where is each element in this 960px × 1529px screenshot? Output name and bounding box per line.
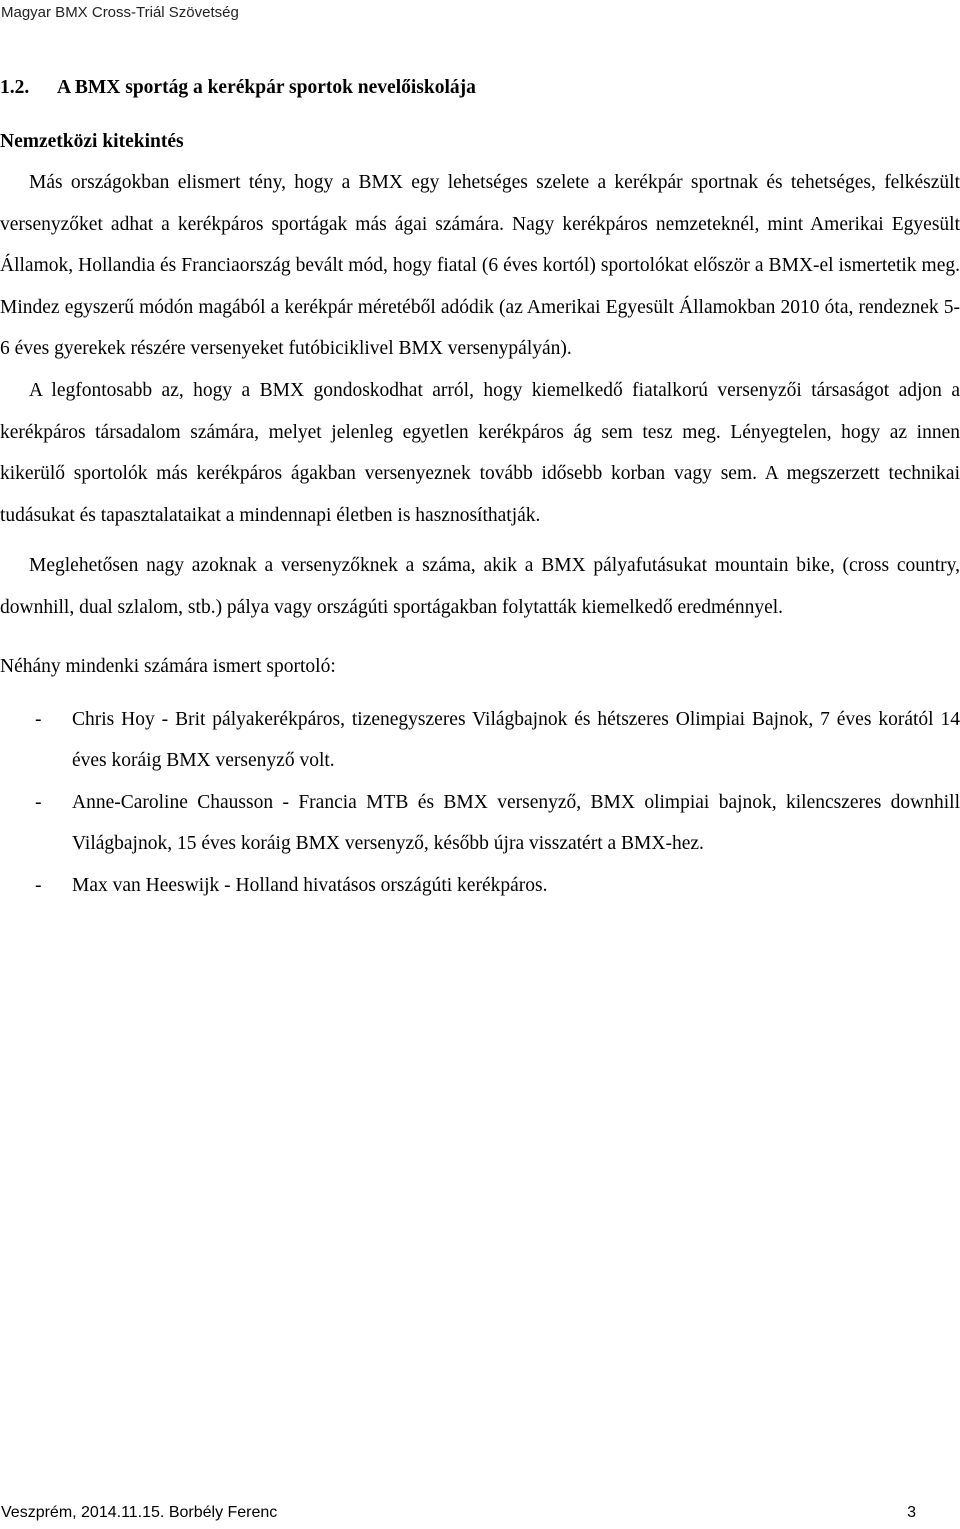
section-heading <box>0 76 960 100</box>
page-number: 3 <box>907 1504 916 1521</box>
athlete-list <box>0 699 960 907</box>
document-body <box>0 76 960 907</box>
list-dash: - <box>35 874 42 896</box>
list-dash: - <box>35 791 42 813</box>
page-header: Magyar BMX Cross-Triál Szövetség <box>1 4 239 21</box>
list-item-text: Chris Hoy - Brit pályakerékpáros, tizenegyszeres Világbajnok és hétszeres Olimpiai Bajnok, 7 éves korától 14 éves koráig BMX versenyző volt. <box>72 708 960 772</box>
paragraph-1: Más országokban elismert tény, hogy a BMX egy lehetséges szelete a kerékpár sportnak és tehetséges, felkészült versenyzőket adhat a kerékpáros sportágak más ágai számára. Nagy kerékpáros nemzeteknél, mint Amerikai Egyesült Államok, Hollandia és Franciaország bevált mód, hogy fiatal (6 éves kortól) sportolókat először a BMX-el ismertetik meg. Mindez egyszerű módón magából a kerékpár méretéből adódik (az Amerikai Egyesült Államokban 2010 óta, rendeznek 5-6 éves gyerekek részére versenyeket futóbiciklivel BMX versenypályán). <box>0 172 960 360</box>
section-title: A BMX sportág a kerékpár sportok nevelőiskolája <box>57 77 476 98</box>
section-number: 1.2. <box>0 77 30 98</box>
list-item <box>0 865 960 907</box>
paragraph-3: Meglehetősen nagy azoknak a versenyzőknek a száma, akik a BMX pályafutásukat mountain bike, (cross country, downhill, dual szlalom, stb.) pálya vagy országúti sportágakban folytatták kiemelkedő eredménnyel. <box>0 555 960 618</box>
list-item-text: Max van Heeswijk - Holland hivatásos országúti kerékpáros. <box>72 874 548 896</box>
paragraph-2: A legfontosabb az, hogy a BMX gondoskodhat arról, hogy kiemelkedő fiatalkorú versenyzői társaságot adjon a kerékpáros társadalom számára, melyet jelenleg egyetlen kerékpáros ág sem tesz meg. Lényegtelen, hogy az innen kikerülő sportolók más kerékpáros ágakban versenyeznek tovább idősebb korban vagy sem. A megszerzett technikai tudásukat és tapasztalataikat a mindennapi életben is hasznosíthatják. <box>0 379 960 526</box>
list-item <box>0 782 960 865</box>
list-item <box>0 699 960 782</box>
footer-author-date: Veszprém, 2014.11.15. Borbély Ferenc <box>1 1504 278 1521</box>
list-intro: Néhány mindenki számára ismert sportoló: <box>0 655 336 677</box>
list-item-text: Anne-Caroline Chausson - Francia MTB és BMX versenyző, BMX olimpiai bajnok, kilencszeres downhill Világbajnok, 15 éves koráig BMX versenyző, később újra visszatért a BMX-hez. <box>72 791 960 855</box>
page-footer <box>1 1504 916 1522</box>
list-dash: - <box>35 708 42 730</box>
subsection-title: Nemzetközi kitekintés <box>0 131 184 152</box>
